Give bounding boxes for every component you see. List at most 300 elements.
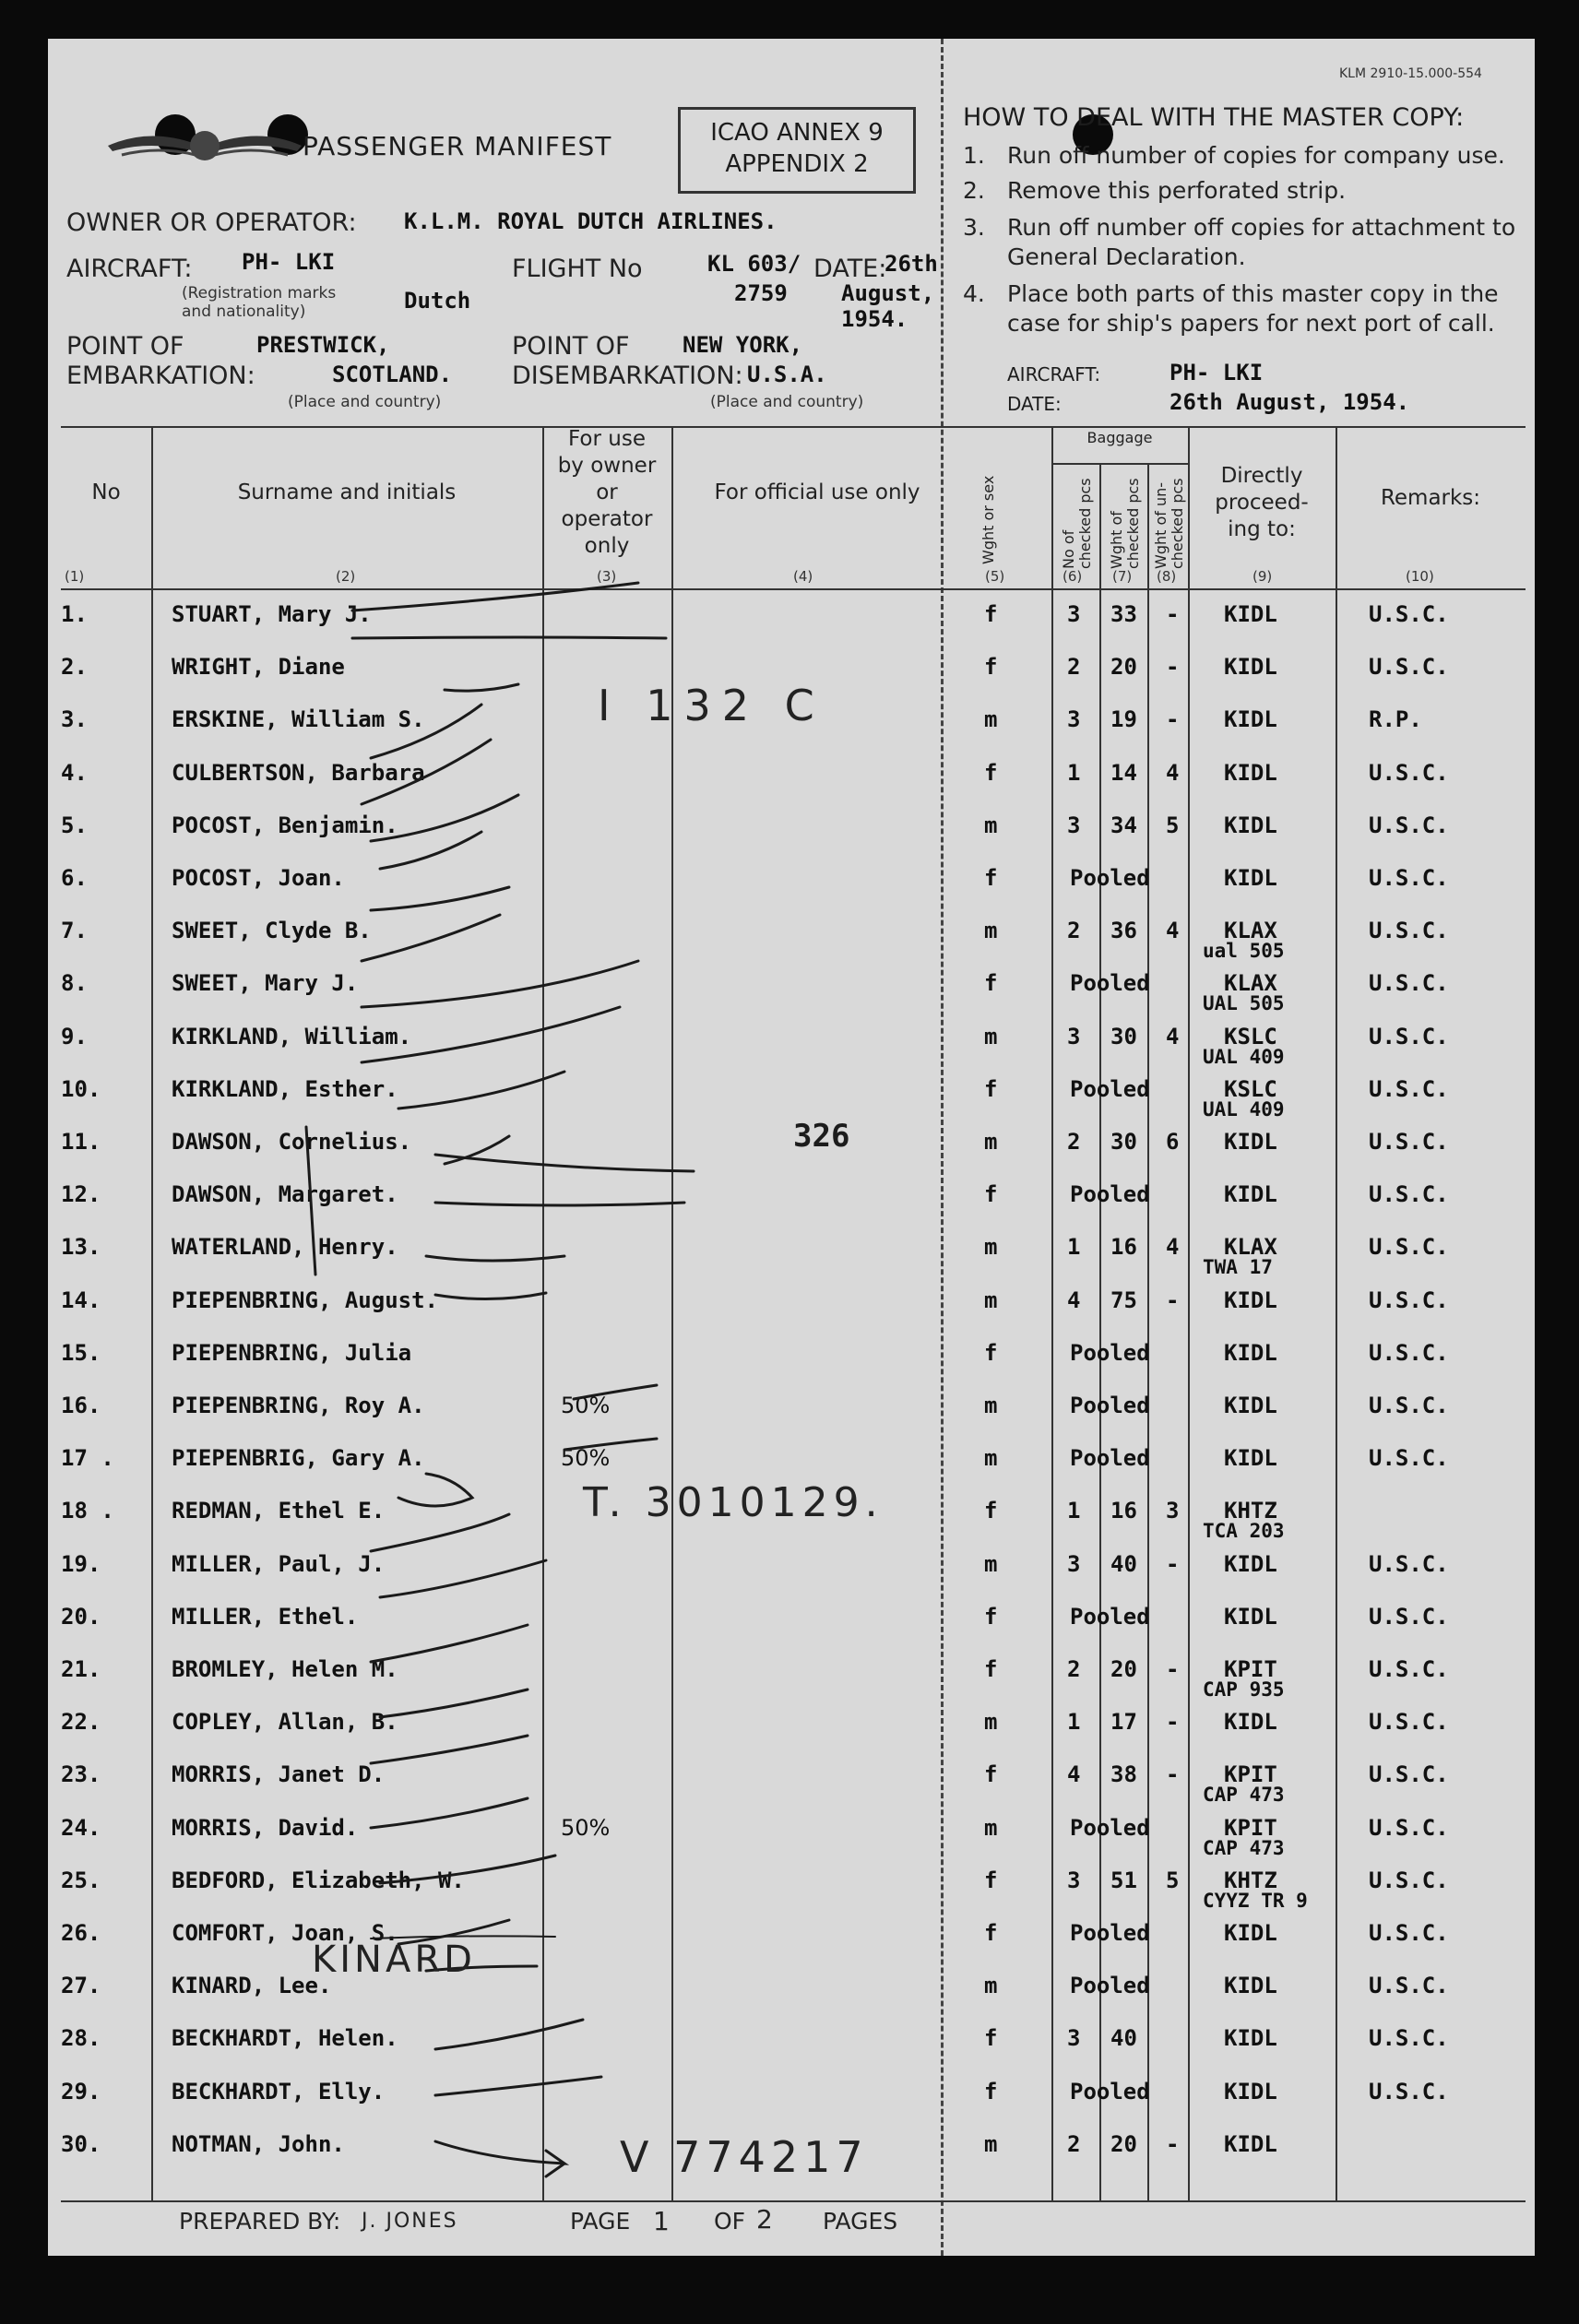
instr-aircraft-label: AIRCRAFT: xyxy=(1007,363,1101,385)
passenger-name: PIEPENBRIG, Gary A. xyxy=(172,1445,425,1472)
row-number: 10. xyxy=(61,1075,101,1102)
col-header-no: No xyxy=(91,480,121,504)
weight-or-sex: m xyxy=(984,1393,998,1418)
connecting-flight: ual 505 xyxy=(1203,940,1285,963)
col-num-9: (9) xyxy=(1253,568,1273,585)
checked-weight: 17 xyxy=(1110,1709,1137,1736)
checked-pieces: 3 xyxy=(1067,1867,1081,1893)
passenger-name: SWEET, Clyde B. xyxy=(172,918,372,944)
destination-code: KIDL xyxy=(1224,1603,1277,1630)
checked-weight: 30 xyxy=(1110,1023,1137,1049)
handwritten-note-row3: I 132 C xyxy=(598,681,825,730)
connecting-flight: TCA 203 xyxy=(1203,1520,1285,1543)
destination-code: KIDL xyxy=(1224,1286,1277,1313)
checked-pieces: 3 xyxy=(1067,601,1081,627)
weight-or-sex: f xyxy=(984,2025,998,2052)
col-header-directly: Directly proceed- ing to: xyxy=(1215,464,1309,541)
col-header-wght-unchecked: Wght of un- checked pcs xyxy=(1152,478,1186,569)
date-label: DATE: xyxy=(813,255,887,283)
handwritten-note-row11: 326 xyxy=(793,1118,850,1155)
unchecked-weight: 5 xyxy=(1166,1867,1180,1893)
row-number: 28. xyxy=(61,2025,101,2052)
unchecked-weight: - xyxy=(1166,1761,1180,1788)
connecting-flight: TWA 17 xyxy=(1203,1256,1273,1279)
destination-code: KLAX xyxy=(1224,918,1277,944)
row-number: 11. xyxy=(61,1129,101,1155)
unchecked-weight: - xyxy=(1166,601,1180,627)
row-number: 4. xyxy=(61,759,88,786)
destination-code: KIDL xyxy=(1224,1709,1277,1736)
remarks-value: U.S.C. xyxy=(1369,1867,1449,1893)
weight-or-sex: f xyxy=(984,865,998,891)
weight-or-sex: f xyxy=(984,970,998,997)
checked-pieces: 4 xyxy=(1067,1286,1081,1313)
remarks-value: U.S.C. xyxy=(1369,1814,1449,1841)
weight-or-sex: f xyxy=(984,1656,998,1682)
weight-or-sex: m xyxy=(984,1286,998,1313)
passenger-name: BROMLEY, Helen M. xyxy=(172,1656,398,1682)
remarks-value: U.S.C. xyxy=(1369,601,1449,627)
aircraft-label: AIRCRAFT: xyxy=(66,255,193,283)
date-value-2: August, xyxy=(841,280,935,306)
weight-or-sex: f xyxy=(984,1920,998,1946)
checked-pieces: 3 xyxy=(1067,812,1081,838)
checked-weight: 34 xyxy=(1110,812,1137,838)
instruction-2-num: 2. xyxy=(963,177,985,204)
of-value: 2 xyxy=(756,2204,773,2235)
destination-code: KIDL xyxy=(1224,1445,1277,1472)
weight-or-sex: f xyxy=(984,2078,998,2105)
checked-weight: 38 xyxy=(1110,1761,1137,1788)
weight-or-sex: m xyxy=(984,2130,998,2157)
pooled-note: Pooled xyxy=(1070,1603,1150,1630)
instr-date-label: DATE: xyxy=(1007,393,1062,415)
weight-or-sex: m xyxy=(984,1023,998,1049)
embark-value-2: SCOTLAND. xyxy=(332,362,453,387)
pooled-note: Pooled xyxy=(1070,970,1150,997)
passenger-name: POCOST, Joan. xyxy=(172,865,345,891)
flight-value: KL 603/ xyxy=(707,251,801,277)
unchecked-weight: - xyxy=(1166,1709,1180,1736)
row-number: 24. xyxy=(61,1814,101,1841)
weight-or-sex: m xyxy=(984,1445,998,1472)
aircraft-note: (Registration marks and nationality) xyxy=(182,284,337,321)
row-number: 7. xyxy=(61,918,88,944)
col-num-4: (4) xyxy=(793,568,813,585)
weight-or-sex: f xyxy=(984,1603,998,1630)
connecting-flight: UAL 409 xyxy=(1203,1045,1285,1068)
destination-code: KIDL xyxy=(1224,1550,1277,1577)
weight-or-sex: f xyxy=(984,1339,998,1366)
row-number: 17 . xyxy=(61,1445,114,1472)
destination-code: KIDL xyxy=(1224,2130,1277,2157)
checked-pieces: 3 xyxy=(1067,1550,1081,1577)
remarks-value: U.S.C. xyxy=(1369,1129,1449,1155)
remarks-value: U.S.C. xyxy=(1369,1075,1449,1102)
remarks-value: U.S.C. xyxy=(1369,918,1449,944)
destination-code: KIDL xyxy=(1224,759,1277,786)
checked-weight: 16 xyxy=(1110,1498,1137,1524)
embark-value-1: PRESTWICK, xyxy=(256,332,390,358)
row-number: 3. xyxy=(61,706,88,733)
checked-weight: 19 xyxy=(1110,706,1137,733)
passenger-name: KINARD, Lee. xyxy=(172,1973,332,1999)
row-number: 15. xyxy=(61,1339,101,1366)
passenger-name: PIEPENBRING, Julia xyxy=(172,1339,412,1366)
of-label: OF xyxy=(714,2208,746,2235)
unchecked-weight: - xyxy=(1166,654,1180,681)
checked-weight: 20 xyxy=(1110,1656,1137,1682)
checked-weight: 30 xyxy=(1110,1129,1137,1155)
row-number: 6. xyxy=(61,865,88,891)
connecting-flight: CAP 473 xyxy=(1203,1784,1285,1807)
checked-pieces: 1 xyxy=(1067,1498,1081,1524)
weight-or-sex: f xyxy=(984,759,998,786)
checked-pieces: 3 xyxy=(1067,2025,1081,2052)
checked-weight: 14 xyxy=(1110,759,1137,786)
remarks-value: U.S.C. xyxy=(1369,812,1449,838)
pooled-note: Pooled xyxy=(1070,1339,1150,1366)
checked-pieces: 1 xyxy=(1067,759,1081,786)
destination-code: KIDL xyxy=(1224,1920,1277,1946)
weight-or-sex: m xyxy=(984,1973,998,1999)
checked-pieces: 4 xyxy=(1067,1761,1081,1788)
destination-code: KHTZ xyxy=(1224,1498,1277,1524)
row-number: 8. xyxy=(61,970,88,997)
passenger-name: DAWSON, Cornelius. xyxy=(172,1129,412,1155)
weight-or-sex: f xyxy=(984,1075,998,1102)
instructions-title: HOW TO DEAL WITH THE MASTER COPY: xyxy=(963,103,1465,132)
weight-or-sex: f xyxy=(984,1867,998,1893)
col-num-7: (7) xyxy=(1112,568,1133,585)
instr-date-value: 26th August, 1954. xyxy=(1169,389,1410,415)
instruction-4-text-1: Place both parts of this master copy in the xyxy=(1007,280,1499,307)
col-num-5: (5) xyxy=(985,568,1005,585)
flight-extra: 2759 xyxy=(734,280,788,306)
checked-pieces: 2 xyxy=(1067,654,1081,681)
owner-use-value: 50% xyxy=(561,1445,611,1472)
remarks-value: U.S.C. xyxy=(1369,1709,1449,1736)
remarks-value: U.S.C. xyxy=(1369,654,1449,681)
col-num-1: (1) xyxy=(65,568,85,585)
manifest-sheet xyxy=(48,39,1535,2256)
weight-or-sex: m xyxy=(984,706,998,733)
checked-weight: 51 xyxy=(1110,1867,1137,1893)
row-number: 21. xyxy=(61,1656,101,1682)
destination-code: KPIT xyxy=(1224,1656,1277,1682)
remarks-value: U.S.C. xyxy=(1369,759,1449,786)
date-value-1: 26th xyxy=(884,251,938,277)
passenger-name: MILLER, Paul, J. xyxy=(172,1550,386,1577)
row-number: 18 . xyxy=(61,1498,114,1524)
destination-code: KSLC xyxy=(1224,1023,1277,1049)
unchecked-weight: - xyxy=(1166,706,1180,733)
col-num-8: (8) xyxy=(1157,568,1177,585)
remarks-value: R.P. xyxy=(1369,706,1422,733)
instr-aircraft-value: PH- LKI xyxy=(1169,360,1264,385)
row-number: 22. xyxy=(61,1709,101,1736)
disembark-label-2: DISEMBARKATION: xyxy=(512,362,743,390)
pages-label: PAGES xyxy=(823,2208,898,2235)
checked-pieces: 3 xyxy=(1067,1023,1081,1049)
passenger-name: KIRKLAND, William. xyxy=(172,1023,412,1049)
row-number: 12. xyxy=(61,1181,101,1208)
prepared-by-value: J. JONES xyxy=(362,2210,458,2233)
destination-code: KIDL xyxy=(1224,654,1277,681)
col-num-2: (2) xyxy=(336,568,356,585)
weight-or-sex: m xyxy=(984,1709,998,1736)
instruction-1-num: 1. xyxy=(963,142,985,169)
passenger-name: KIRKLAND, Esther. xyxy=(172,1075,398,1102)
owner-label: OWNER OR OPERATOR: xyxy=(66,208,357,237)
connecting-flight: CAP 935 xyxy=(1203,1678,1285,1701)
manifest-title: PASSENGER MANIFEST xyxy=(303,131,612,161)
destination-code: KIDL xyxy=(1224,812,1277,838)
remarks-value: U.S.C. xyxy=(1369,2078,1449,2105)
remarks-value: U.S.C. xyxy=(1369,1393,1449,1418)
row-number: 5. xyxy=(61,812,88,838)
row-number: 26. xyxy=(61,1920,101,1946)
pooled-note: Pooled xyxy=(1070,1181,1150,1208)
place-country-left: (Place and country) xyxy=(288,393,442,411)
place-country-right: (Place and country) xyxy=(710,393,864,411)
col-header-official: For official use only xyxy=(714,480,920,504)
instruction-3-text-1: Run off number off copies for attachment to xyxy=(1007,214,1516,241)
row-number: 20. xyxy=(61,1603,101,1630)
weight-or-sex: f xyxy=(984,1498,998,1524)
weight-or-sex: m xyxy=(984,1129,998,1155)
handwritten-note-row27: KINARD xyxy=(312,1939,476,1981)
weight-or-sex: f xyxy=(984,601,998,627)
handwritten-note-row18: T. 3010129. xyxy=(583,1479,884,1526)
disembark-value-2: U.S.A. xyxy=(747,362,827,387)
destination-code: KIDL xyxy=(1224,2078,1277,2105)
destination-code: KIDL xyxy=(1224,1339,1277,1366)
instruction-1-text: Run off number of copies for company use. xyxy=(1007,142,1505,169)
remarks-value: U.S.C. xyxy=(1369,1445,1449,1472)
weight-or-sex: f xyxy=(984,1181,998,1208)
passenger-name: MORRIS, David. xyxy=(172,1814,359,1841)
owner-value: K.L.M. ROYAL DUTCH AIRLINES. xyxy=(404,208,778,234)
passenger-name: POCOST, Benjamin. xyxy=(172,812,398,838)
remarks-value: U.S.C. xyxy=(1369,1603,1449,1630)
passenger-name: COPLEY, Allan, B. xyxy=(172,1709,398,1736)
col-header-baggage: Baggage xyxy=(1086,429,1153,446)
connecting-flight: CYYZ TR 9 xyxy=(1203,1889,1308,1912)
passenger-name: MILLER, Ethel. xyxy=(172,1603,359,1630)
pooled-note: Pooled xyxy=(1070,1920,1150,1946)
passenger-name: REDMAN, Ethel E. xyxy=(172,1498,386,1524)
pooled-note: Pooled xyxy=(1070,1814,1150,1841)
passenger-name: BECKHARDT, Helen. xyxy=(172,2025,398,2052)
nationality-value: Dutch xyxy=(404,288,471,314)
reference-code: KLM 2910-15.000-554 xyxy=(1339,66,1482,81)
owner-use-value: 50% xyxy=(561,1814,611,1841)
passenger-name: NOTMAN, John. xyxy=(172,2130,345,2157)
checked-weight: 36 xyxy=(1110,918,1137,944)
remarks-value: U.S.C. xyxy=(1369,1656,1449,1682)
weight-or-sex: m xyxy=(984,1814,998,1841)
row-number: 29. xyxy=(61,2078,101,2105)
disembark-value-1: NEW YORK, xyxy=(683,332,803,358)
checked-pieces: 2 xyxy=(1067,1656,1081,1682)
col-num-6: (6) xyxy=(1063,568,1083,585)
checked-pieces: 1 xyxy=(1067,1234,1081,1261)
row-number: 30. xyxy=(61,2130,101,2157)
col-header-remarks: Remarks: xyxy=(1380,486,1481,510)
row-number: 25. xyxy=(61,1867,101,1893)
remarks-value: U.S.C. xyxy=(1369,2025,1449,2052)
checked-pieces: 3 xyxy=(1067,706,1081,733)
checked-weight: 16 xyxy=(1110,1234,1137,1261)
checked-pieces: 2 xyxy=(1067,2130,1081,2157)
checked-weight: 33 xyxy=(1110,601,1137,627)
destination-code: KIDL xyxy=(1224,601,1277,627)
weight-or-sex: f xyxy=(984,654,998,681)
pooled-note: Pooled xyxy=(1070,1075,1150,1102)
destination-code: KLAX xyxy=(1224,970,1277,997)
unchecked-weight: - xyxy=(1166,2130,1180,2157)
unchecked-weight: 4 xyxy=(1166,1023,1180,1049)
passenger-name: PIEPENBRING, Roy A. xyxy=(172,1393,425,1418)
flight-label: FLIGHT No xyxy=(512,255,643,283)
pooled-note: Pooled xyxy=(1070,1393,1150,1418)
connecting-flight: UAL 505 xyxy=(1203,992,1285,1015)
destination-code: KIDL xyxy=(1224,1973,1277,1999)
row-number: 19. xyxy=(61,1550,101,1577)
instruction-4-num: 4. xyxy=(963,280,985,307)
unchecked-weight: - xyxy=(1166,1286,1180,1313)
date-value-3: 1954. xyxy=(841,306,908,332)
unchecked-weight: - xyxy=(1166,1550,1180,1577)
destination-code: KHTZ xyxy=(1224,1867,1277,1893)
remarks-value: U.S.C. xyxy=(1369,1023,1449,1049)
page-value: 1 xyxy=(653,2206,670,2236)
handwritten-note-row30: V 774217 xyxy=(620,2132,869,2182)
unchecked-weight: 6 xyxy=(1166,1129,1180,1155)
instruction-2-text: Remove this perforated strip. xyxy=(1007,177,1347,204)
passenger-name: WATERLAND, Henry. xyxy=(172,1234,398,1261)
prepared-by-label: PREPARED BY: xyxy=(179,2208,341,2235)
row-number: 14. xyxy=(61,1286,101,1313)
row-number: 16. xyxy=(61,1393,101,1418)
destination-code: KIDL xyxy=(1224,2025,1277,2052)
pooled-note: Pooled xyxy=(1070,1445,1150,1472)
connecting-flight: CAP 473 xyxy=(1203,1836,1285,1859)
unchecked-weight: 5 xyxy=(1166,812,1180,838)
weight-or-sex: f xyxy=(984,1761,998,1788)
remarks-value: U.S.C. xyxy=(1369,865,1449,891)
checked-pieces: 2 xyxy=(1067,918,1081,944)
checked-weight: 40 xyxy=(1110,2025,1137,2052)
page-label: PAGE xyxy=(570,2208,631,2235)
weight-or-sex: m xyxy=(984,1550,998,1577)
remarks-value: U.S.C. xyxy=(1369,1973,1449,1999)
passenger-name: BECKHARDT, Elly. xyxy=(172,2078,386,2105)
row-number: 13. xyxy=(61,1234,101,1261)
passenger-name: CULBERTSON, Barbara xyxy=(172,759,425,786)
remarks-value: U.S.C. xyxy=(1369,1550,1449,1577)
destination-code: KSLC xyxy=(1224,1075,1277,1102)
pooled-note: Pooled xyxy=(1070,2078,1150,2105)
destination-code: KIDL xyxy=(1224,865,1277,891)
row-number: 23. xyxy=(61,1761,101,1788)
row-number: 9. xyxy=(61,1023,88,1049)
destination-code: KPIT xyxy=(1224,1814,1277,1841)
icao-line1: ICAO ANNEX 9 xyxy=(710,119,884,147)
row-number: 1. xyxy=(61,601,88,627)
remarks-value: U.S.C. xyxy=(1369,1761,1449,1788)
col-num-10: (10) xyxy=(1406,568,1434,585)
destination-code: KLAX xyxy=(1224,1234,1277,1261)
row-number: 2. xyxy=(61,654,88,681)
remarks-value: U.S.C. xyxy=(1369,1181,1449,1208)
checked-weight: 75 xyxy=(1110,1286,1137,1313)
unchecked-weight: 4 xyxy=(1166,1234,1180,1261)
passenger-name: MORRIS, Janet D. xyxy=(172,1761,386,1788)
checked-pieces: 1 xyxy=(1067,1709,1081,1736)
owner-use-value: 50% xyxy=(561,1393,611,1418)
remarks-value: U.S.C. xyxy=(1369,1286,1449,1313)
destination-code: KIDL xyxy=(1224,1129,1277,1155)
disembark-label-1: POINT OF xyxy=(512,332,630,361)
col-header-no-checked: No of checked pcs xyxy=(1060,478,1094,569)
col-header-surname: Surname and initials xyxy=(237,480,457,504)
remarks-value: U.S.C. xyxy=(1369,1339,1449,1366)
instruction-3-num: 3. xyxy=(963,214,985,241)
destination-code: KPIT xyxy=(1224,1761,1277,1788)
remarks-value: U.S.C. xyxy=(1369,970,1449,997)
connecting-flight: UAL 409 xyxy=(1203,1097,1285,1120)
col-header-wght-checked: Wght of checked pcs xyxy=(1108,478,1142,569)
passenger-name: DAWSON, Margaret. xyxy=(172,1181,398,1208)
remarks-value: U.S.C. xyxy=(1369,1234,1449,1261)
unchecked-weight: 3 xyxy=(1166,1498,1180,1524)
passenger-name: BEDFORD, Elizabeth, W. xyxy=(172,1867,465,1893)
col-header-wght-sex: Wght or sex xyxy=(979,475,997,564)
checked-weight: 20 xyxy=(1110,654,1137,681)
instruction-4-text-2: case for ship's papers for next port of call. xyxy=(1007,310,1495,337)
instruction-3-text-2: General Declaration. xyxy=(1007,243,1246,270)
icao-line2: APPENDIX 2 xyxy=(725,150,869,178)
destination-code: KIDL xyxy=(1224,706,1277,733)
passenger-name: STUART, Mary J. xyxy=(172,601,372,627)
remarks-value: U.S.C. xyxy=(1369,1920,1449,1946)
passenger-name: WRIGHT, Diane xyxy=(172,654,345,681)
unchecked-weight: - xyxy=(1166,1656,1180,1682)
passenger-name: SWEET, Mary J. xyxy=(172,970,359,997)
passenger-name: COMFORT, Joan, S. xyxy=(172,1920,398,1946)
pen-strokes xyxy=(48,39,1535,2256)
row-number: 27. xyxy=(61,1973,101,1999)
unchecked-weight: 4 xyxy=(1166,918,1180,944)
passenger-name: ERSKINE, William S. xyxy=(172,706,425,733)
destination-code: KIDL xyxy=(1224,1181,1277,1208)
weight-or-sex: m xyxy=(984,812,998,838)
col-header-owner-use: For use by owner or operator only xyxy=(557,427,657,558)
weight-or-sex: m xyxy=(984,918,998,944)
col-num-3: (3) xyxy=(597,568,617,585)
unchecked-weight: 4 xyxy=(1166,759,1180,786)
pooled-note: Pooled xyxy=(1070,865,1150,891)
weight-or-sex: m xyxy=(984,1234,998,1261)
passenger-name: PIEPENBRING, August. xyxy=(172,1286,438,1313)
checked-weight: 40 xyxy=(1110,1550,1137,1577)
destination-code: KIDL xyxy=(1224,1393,1277,1418)
pooled-note: Pooled xyxy=(1070,1973,1150,1999)
embark-label-2: EMBARKATION: xyxy=(66,362,255,390)
checked-pieces: 2 xyxy=(1067,1129,1081,1155)
